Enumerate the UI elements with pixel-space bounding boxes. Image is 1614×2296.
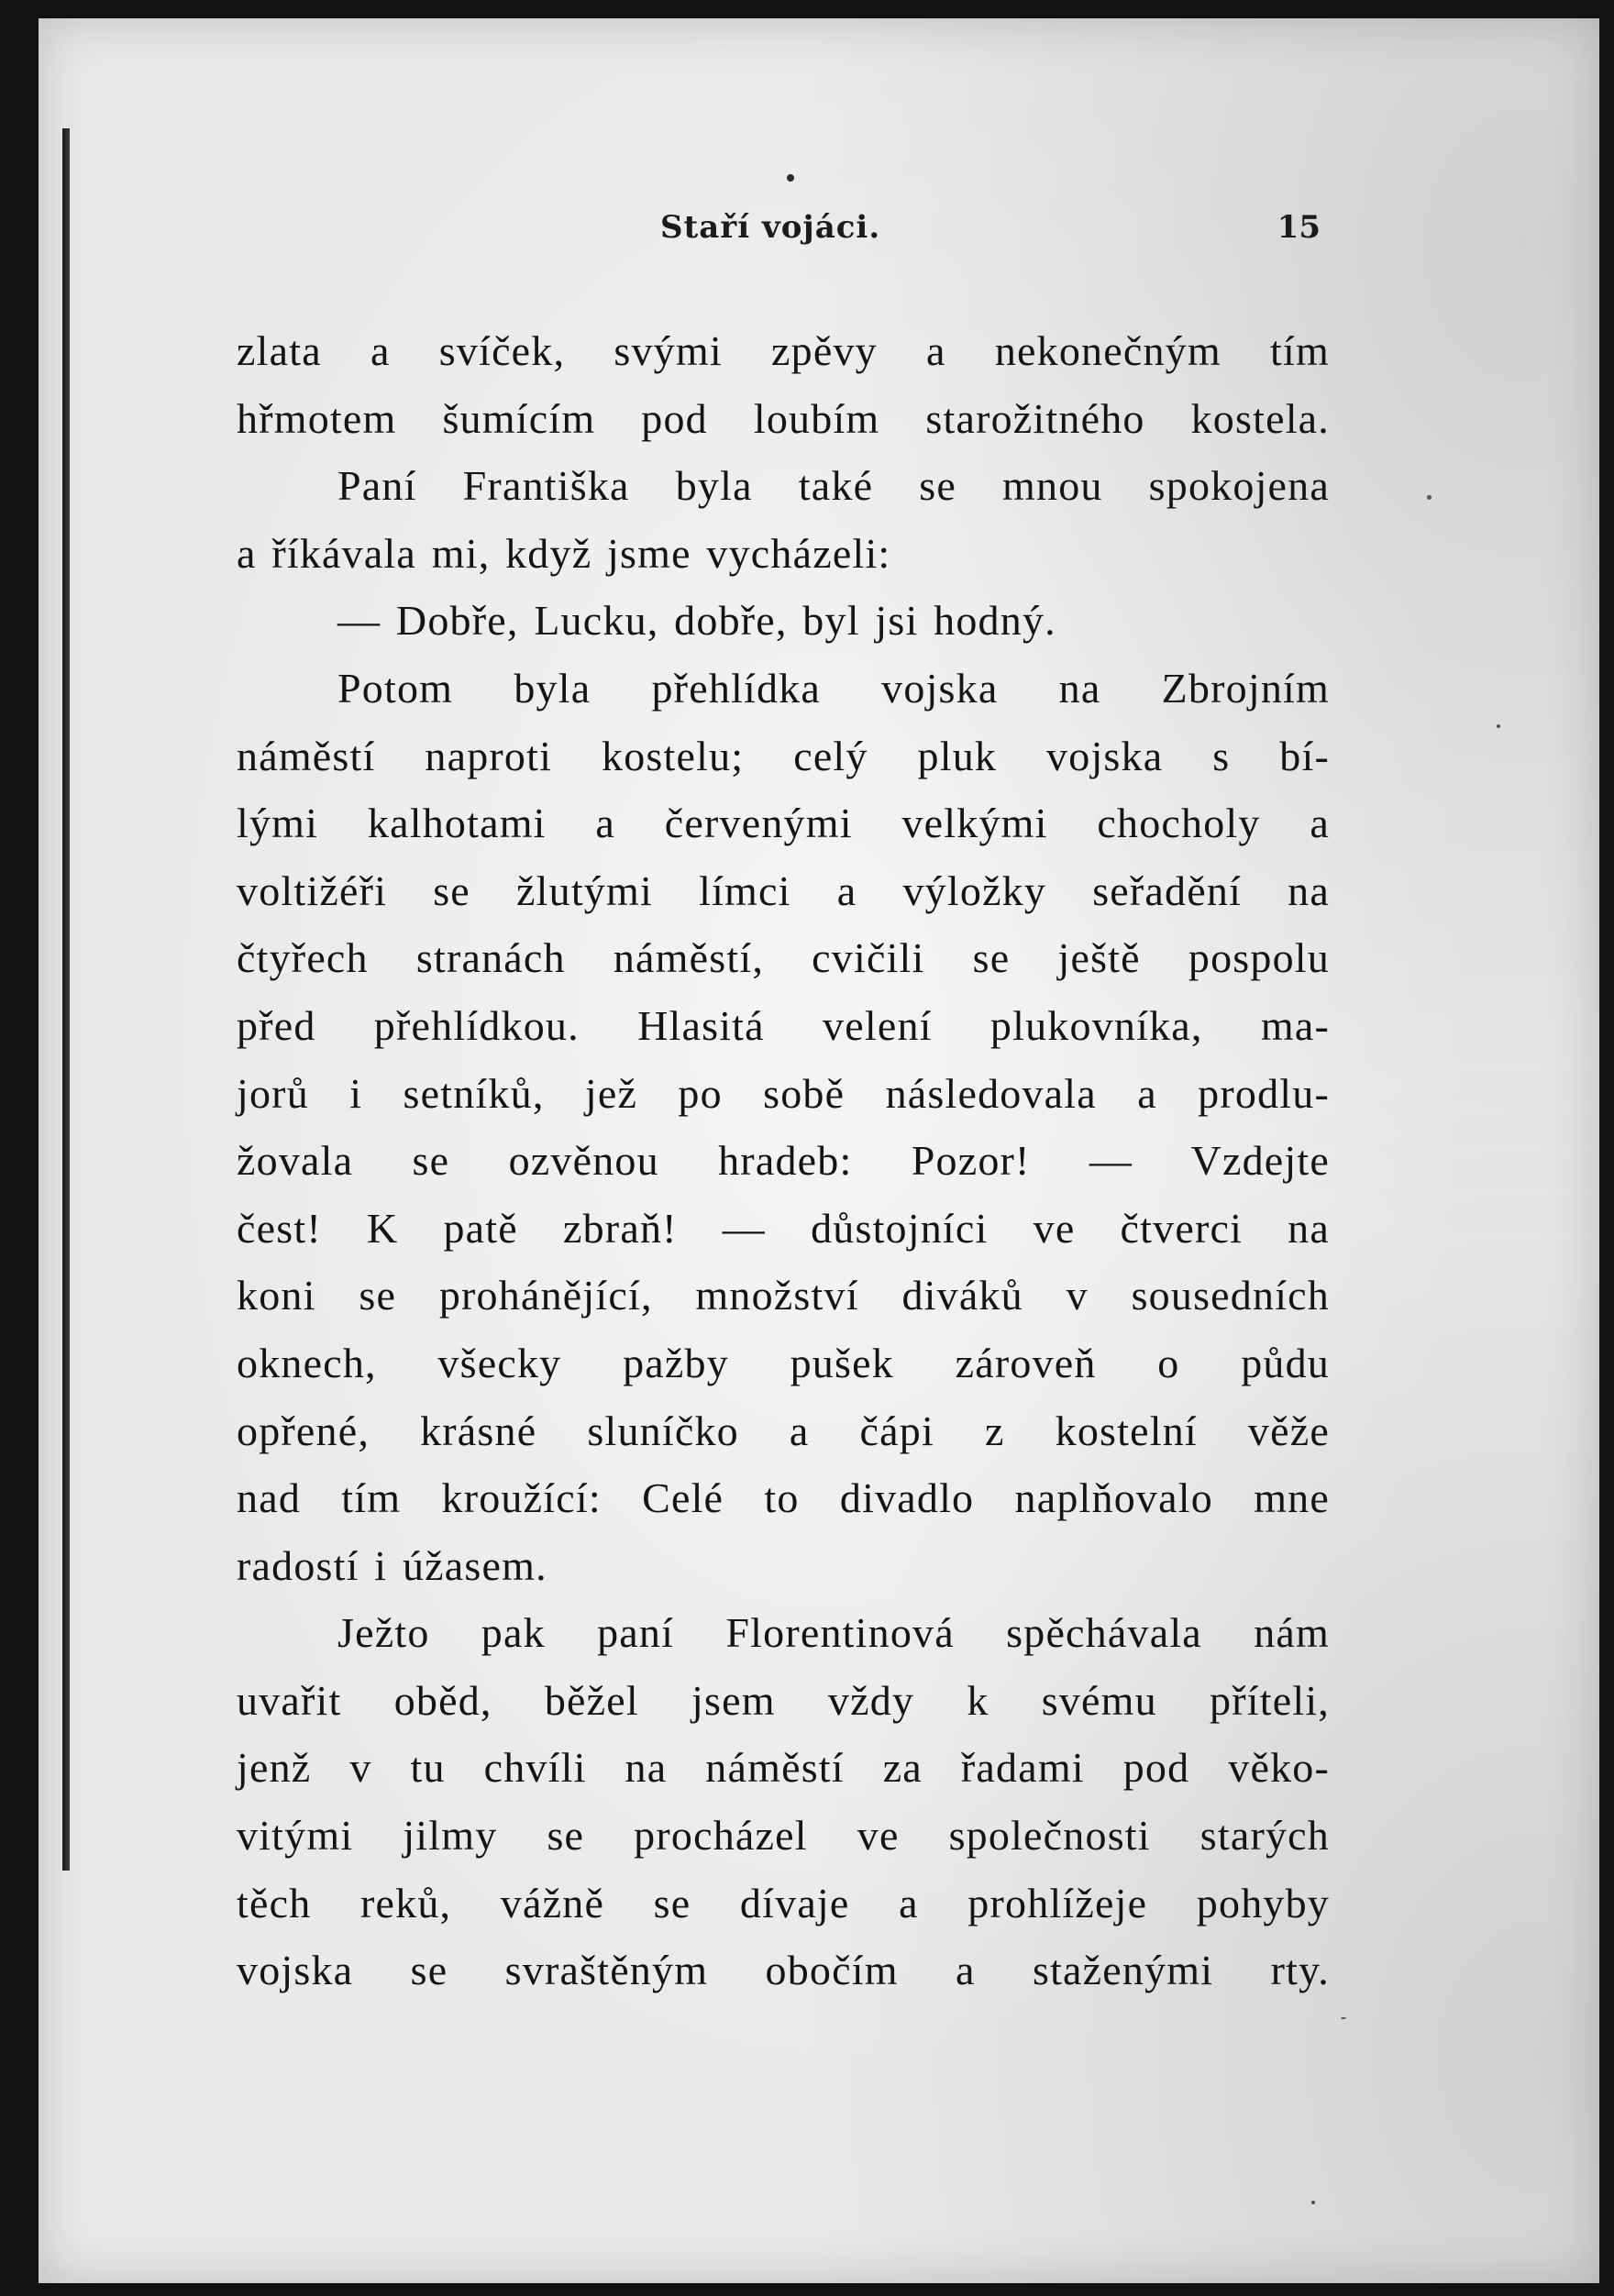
text-line: a říkávala mi, když jsme vycházeli: bbox=[237, 529, 891, 577]
paper-speck bbox=[1427, 495, 1432, 500]
paper-speck bbox=[1311, 2201, 1315, 2204]
text-line: oknech, všecky pažby pušek zároveň o půdu bbox=[237, 1339, 1330, 1386]
text-line: voltižéři se žlutými límci a výložky seřadění na bbox=[237, 867, 1330, 914]
running-header bbox=[660, 209, 1321, 253]
text-line: Potom byla přehlídka vojska na Zbrojním bbox=[337, 664, 1330, 712]
text-line: jorů i setníků, jež po sobě následovala a prodlu- bbox=[237, 1069, 1330, 1117]
text-line: radostí i úžasem. bbox=[237, 1541, 547, 1589]
text-line: vitými jilmy se procházel ve společnosti starých bbox=[237, 1812, 1330, 1860]
text-line: těch reků, vážně se dívaje a prohlížeje pohyby bbox=[237, 1879, 1330, 1926]
text-line: nad tím kroužící: Celé to divadlo naplňovalo mne bbox=[237, 1474, 1330, 1522]
paper-speck bbox=[1341, 2017, 1346, 2019]
text-line: lými kalhotami a červenými velkými chocholy a bbox=[237, 800, 1330, 847]
text-line: uvařit oběd, běžel jsem vždy k svému příteli, bbox=[237, 1676, 1330, 1724]
text-line: zlata a svíček, svými zpěvy a nekonečným tím bbox=[237, 327, 1330, 374]
text-line: Paní Františka byla také se mnou spokojena bbox=[337, 462, 1330, 510]
page-number: 15 bbox=[1277, 209, 1321, 246]
text-line: žovala se ozvěnou hradeb: Pozor! — Vzdejte bbox=[237, 1137, 1330, 1185]
binding-edge bbox=[62, 128, 70, 1871]
text-line: jenž v tu chvíli na náměstí za řadami pod věko- bbox=[237, 1744, 1330, 1792]
body-text bbox=[237, 317, 1330, 2004]
text-line: hřmotem šumícím pod loubím starožitného kostela. bbox=[237, 394, 1330, 442]
text-line: náměstí naproti kostelu; celý pluk vojska s bí- bbox=[237, 732, 1330, 779]
text-line: opřené, krásné sluníčko a čápi z kostelní věže bbox=[237, 1407, 1330, 1454]
text-line: — Dobře, Lucku, dobře, byl jsi hodný. bbox=[337, 597, 1056, 645]
text-line: čtyřech stranách náměstí, cvičili se ještě pospolu bbox=[237, 934, 1330, 982]
text-line: čest! K patě zbraň! — důstojníci ve čtverci na bbox=[237, 1204, 1330, 1252]
text-line: vojska se svraštěným obočím a staženými rty. bbox=[237, 1947, 1330, 1994]
paper-speck bbox=[1497, 724, 1500, 728]
running-title: Staří vojáci. bbox=[660, 209, 881, 246]
text-line: koni se proháněјící, množství diváků v sousedních bbox=[237, 1272, 1330, 1319]
text-line: Ježto pak paní Florentinová spěchávala nám bbox=[337, 1609, 1330, 1657]
text-line: před přehlídkou. Hlasitá velení plukovníka, ma- bbox=[237, 1001, 1330, 1049]
ink-dot bbox=[787, 174, 794, 182]
